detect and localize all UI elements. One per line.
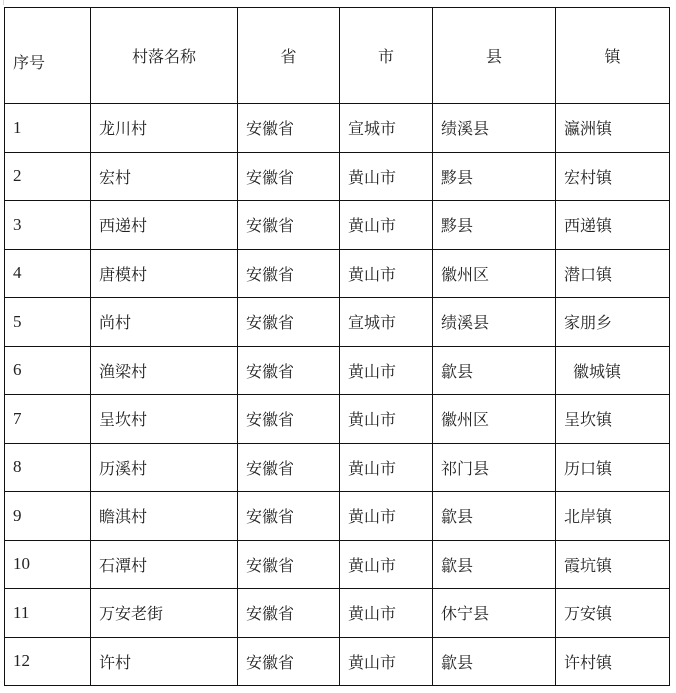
- cell-county: 黟县: [433, 201, 556, 250]
- cell-province: 安徽省: [238, 249, 340, 298]
- table-row: [5, 298, 670, 347]
- table-row: [5, 492, 670, 541]
- cell-province: 安徽省: [238, 298, 340, 347]
- table-row: [5, 201, 670, 250]
- cell-county: 绩溪县: [433, 298, 556, 347]
- cell-town: 霞坑镇: [556, 540, 670, 589]
- cell-index: 2: [5, 152, 91, 201]
- cell-village-name: 渔梁村: [91, 346, 238, 395]
- cell-city: 黄山市: [340, 589, 433, 638]
- header-town: [556, 8, 670, 104]
- cell-village-name: 石潭村: [91, 540, 238, 589]
- header-label: 镇: [604, 47, 621, 66]
- cell-village-name: 历溪村: [91, 443, 238, 492]
- village-table: [4, 7, 670, 686]
- cell-province: 安徽省: [238, 346, 340, 395]
- cell-county: 歙县: [433, 637, 556, 686]
- cell-city: 黄山市: [340, 540, 433, 589]
- cell-county: 徽州区: [433, 249, 556, 298]
- cell-village-name: 许村: [91, 637, 238, 686]
- header-index: [5, 8, 91, 104]
- cell-village-name: 万安老街: [91, 589, 238, 638]
- table-row: [5, 443, 670, 492]
- cell-province: 安徽省: [238, 637, 340, 686]
- cell-village-name: 西递村: [91, 201, 238, 250]
- cell-province: 安徽省: [238, 589, 340, 638]
- cell-province: 安徽省: [238, 443, 340, 492]
- cell-town: 家朋乡: [556, 298, 670, 347]
- cell-town: 瀛洲镇: [556, 104, 670, 153]
- cell-town: 徽城镇: [556, 346, 670, 395]
- cell-county: 歙县: [433, 492, 556, 541]
- cell-county: 休宁县: [433, 589, 556, 638]
- cell-county: 黟县: [433, 152, 556, 201]
- cell-province: 安徽省: [238, 201, 340, 250]
- cell-county: 歙县: [433, 346, 556, 395]
- cell-index: 6: [5, 346, 91, 395]
- header-label: 市: [377, 47, 394, 66]
- cell-town: 历口镇: [556, 443, 670, 492]
- table-row: [5, 540, 670, 589]
- cell-index: 11: [5, 589, 91, 638]
- header-city: [340, 8, 433, 104]
- cell-village-name: 尚村: [91, 298, 238, 347]
- table-row: [5, 395, 670, 444]
- cell-town: 许村镇: [556, 637, 670, 686]
- cell-city: 黄山市: [340, 201, 433, 250]
- cell-town: 呈坎镇: [556, 395, 670, 444]
- header-village-name: [91, 8, 238, 104]
- cell-province: 安徽省: [238, 395, 340, 444]
- header-label: 县: [485, 47, 502, 66]
- cell-village-name: 龙川村: [91, 104, 238, 153]
- cell-index: 1: [5, 104, 91, 153]
- header-province: [238, 8, 340, 104]
- cell-city: 黄山市: [340, 152, 433, 201]
- cell-province: 安徽省: [238, 104, 340, 153]
- header-label: 村落名称: [131, 47, 196, 66]
- table-row: [5, 249, 670, 298]
- cell-city: 黄山市: [340, 637, 433, 686]
- cell-town: 北岸镇: [556, 492, 670, 541]
- cell-city: 黄山市: [340, 492, 433, 541]
- cell-index: 3: [5, 201, 91, 250]
- cell-village-name: 唐模村: [91, 249, 238, 298]
- table-row: [5, 152, 670, 201]
- cell-province: 安徽省: [238, 492, 340, 541]
- cell-county: 绩溪县: [433, 104, 556, 153]
- cell-town: 西递镇: [556, 201, 670, 250]
- table-row: [5, 589, 670, 638]
- cell-index: 12: [5, 637, 91, 686]
- cell-county: 祁门县: [433, 443, 556, 492]
- cell-town: 潜口镇: [556, 249, 670, 298]
- header-label: 序号: [13, 53, 46, 72]
- cell-city: 黄山市: [340, 395, 433, 444]
- header-county: [433, 8, 556, 104]
- cell-index: 4: [5, 249, 91, 298]
- cell-town: 宏村镇: [556, 152, 670, 201]
- header-row: [5, 8, 670, 104]
- cell-city: 黄山市: [340, 249, 433, 298]
- table-row: [5, 637, 670, 686]
- cell-village-name: 瞻淇村: [91, 492, 238, 541]
- cell-index: 9: [5, 492, 91, 541]
- cell-province: 安徽省: [238, 152, 340, 201]
- table-row: [5, 346, 670, 395]
- cell-city: 黄山市: [340, 346, 433, 395]
- cell-city: 宣城市: [340, 104, 433, 153]
- table-row: [5, 104, 670, 153]
- cell-index: 10: [5, 540, 91, 589]
- cell-county: 徽州区: [433, 395, 556, 444]
- cell-index: 8: [5, 443, 91, 492]
- cell-province: 安徽省: [238, 540, 340, 589]
- cell-city: 黄山市: [340, 443, 433, 492]
- cell-index: 7: [5, 395, 91, 444]
- cell-index: 5: [5, 298, 91, 347]
- cell-village-name: 呈坎村: [91, 395, 238, 444]
- cell-town: 万安镇: [556, 589, 670, 638]
- header-label: 省: [280, 47, 297, 66]
- cell-city: 宣城市: [340, 298, 433, 347]
- cell-county: 歙县: [433, 540, 556, 589]
- cell-village-name: 宏村: [91, 152, 238, 201]
- page-corner-mark: [3, 0, 14, 5]
